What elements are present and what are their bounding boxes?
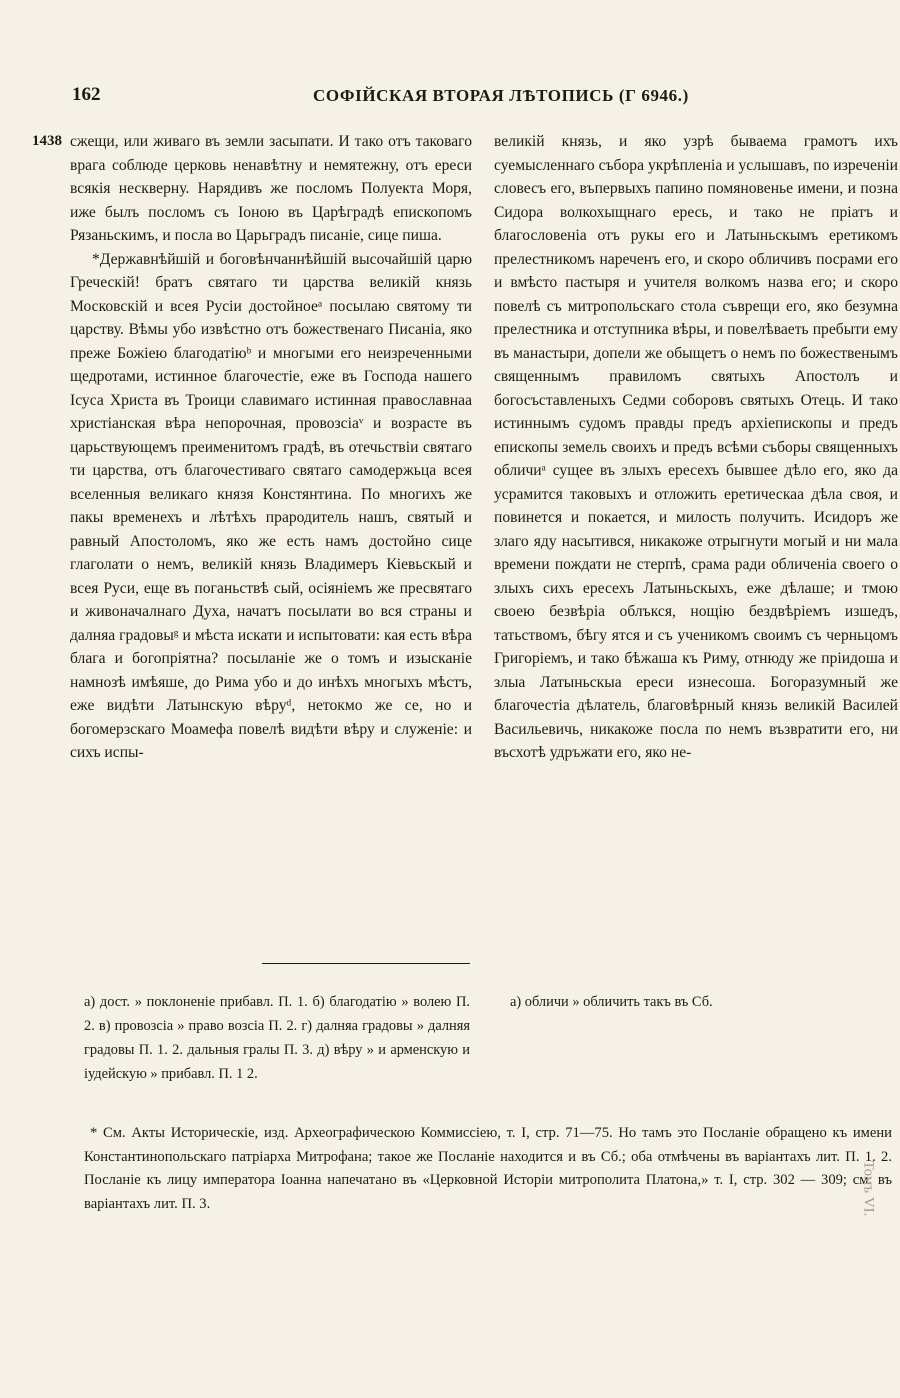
footnote-left-1: а) дост. » поклоненіе прибавл. П. 1. б) благодатію » волею П. 2. в) провозсіа » право возсіа П. 2. г) далняа градовы » далняя градовы П. 1. 2. дальныя гралы П. 3. д) вѣру » и арменскую и іудейскую » прибавл. П. 1 2. (84, 994, 470, 1082)
left-paragraph-2: *Державнѣйшій и боговѣнчаннѣйшій высочайшій царю Греческій! братъ святаго ти царства великій князь Московскій и всея Русіи достойноеᵃ посылаю святому ти царству. Вѣмы убо извѣстно отъ божественаго Писаніа, яко преже Божіею благодатіюᵇ и многыми его неизреченными щедротами, истинное благочестіе, еже въ Господа нашего Ісуса Христа въ Троици славимаго истинная православнаа христіанская вѣра непорочная, провозсіаᵛ и возрасте въ царьствующемъ преименитомъ градѣ, въ отечьствіи святаго ти царства, отъ благочестиваго святаго самодержьца всея вселенныя великаго князя Констянтина. По многихъ же пакы временехъ и лѣтѣхъ прародитель нашъ, святый и равный Апостоломъ, яко же есть намъ достойно сице глаголати о немъ, великій князь Владимеръ Кіевьскый и всея Руси, еще въ поганьствѣ сый, осіяніемъ же пресвятаго и живоначалнаго Духа, начатъ посылати во вся страны и далняа градовыᵍ и мѣста искати и испытовати: кая есть вѣра блага и богопріятна? посыланіе же о томъ и изысканіе намнозѣ имѣяше, до Рима убо и до инѣхъ многыхъ мѣстъ, еже видѣти Латынскую вѣруᵈ, нетокмо же се, но и богомерзскаго Моамефа повелѣ видѣти вѣру и служеніе: и сихъ испы- (70, 250, 472, 761)
right-paragraph-1: великій князь, и яко узрѣ бываема грамотъ ихъ суемысленнаго събора укрѣпленіа и услышавъ, по изреченіи словесъ его, въпервыхъ папино помяновенье имени, и позна Сидора волкохыщнаго ересь, и тако не пріатъ и благословеніа отъ рукы его и Латыньскымъ еретикомъ прелестникомъ нареченъ его, и скоро обличивъ посрами его и вмѣсто пастыря и учителя волкомъ назва его; и скоро повелѣ съ митропольскаго стола съврещи его, яко безумна прелестника и отступника вѣры, и повелѣваеть пребыти ему въ манастыри, допели же обыщетъ о немъ по божественымъ священнымъ правиломъ святыхъ Апостолъ и богосъставленыхъ Седми соборовъ святыхъ Отець. И тако истиннымъ судомъ правды предъ архіепископы и предъ епископы земель своихъ и предъ всѣми съборы священныхъ обличиᵃ сущее въ злыхъ ересехъ бывшее дѣло его, яко да усрамится таковыхъ и отложить еретическаа дѣла своя, и повинется и покается, и милость получить. Исидоръ же злаго яду насытився, никакоже отрыгнути могый и ни мала времени пождати не стерпѣ, срама ради обличеніа своего о злыхъ сихъ ересехъ Латыньскыхъ, еже дѣлаше; и тмою своею безвѣріа облъкся, нощію бездвѣріемъ изшедъ, татьствомъ, бѣгу ятся и съ ученикомъ своимъ съ черньцомъ Григоріемъ, и тако бѣжаша къ Риму, отнюду же пріидоша и злыа Латыньскыа ереси изнесоша. Богоразумный же благочестіа дѣлатель, благовѣрный князь великій Василей Васильевичь, никакоже посла по немъ възвратити его, ни въсхотѣ удръжати его, яко не- (494, 133, 898, 761)
right-column (494, 130, 898, 765)
page-number: 162 (72, 84, 101, 105)
edge-volume-mark: Томъ VI. (860, 1160, 877, 1217)
general-footnote-text: * См. Акты Историческіе, изд. Археографическою Коммиссіею, т. I, стр. 71—75. Но тамъ это Посланіе обращено къ имени Константинопольскаго патріарха Митрофана; такое же Посланіе находится и въ Сб.; оба отмѣчены въ варіантахъ лит. П. 1. 2. Посланіе къ лицу императора Іоанна напечатано въ «Церковной Исторіи митрополита Платона,» т. I, стр. 302 — 309; см. въ варіантахъ лит. П. 3. (84, 1125, 892, 1212)
year-marker: 1438 (32, 133, 62, 149)
left-paragraph-1: сжещи, или живаго въ земли засыпати. И тако отъ таковаго врага соблюде церковь ненавѣтну и немятежну, отъ ереси всякія нескверну. Нарядивъ же посломъ Полуекта Моря, иже былъ посломъ съ Іоною въ Царѣградѣ епископомъ Рязаньскимъ, и посла во Царьградъ писаніе, сице пиша. (70, 133, 472, 244)
page-header (0, 84, 900, 108)
footnotes-right (510, 990, 890, 1014)
running-title: СОФІЙСКАЯ ВТОРАЯ ЛѢТОПИСЬ (Г 6946.) (313, 86, 689, 105)
footnotes-left (84, 990, 470, 1086)
left-column (70, 130, 472, 765)
footnote-divider (262, 963, 470, 964)
general-footnote (84, 1122, 892, 1216)
footnote-right-1: а) обличи » обличить такъ въ Сб. (510, 994, 713, 1010)
